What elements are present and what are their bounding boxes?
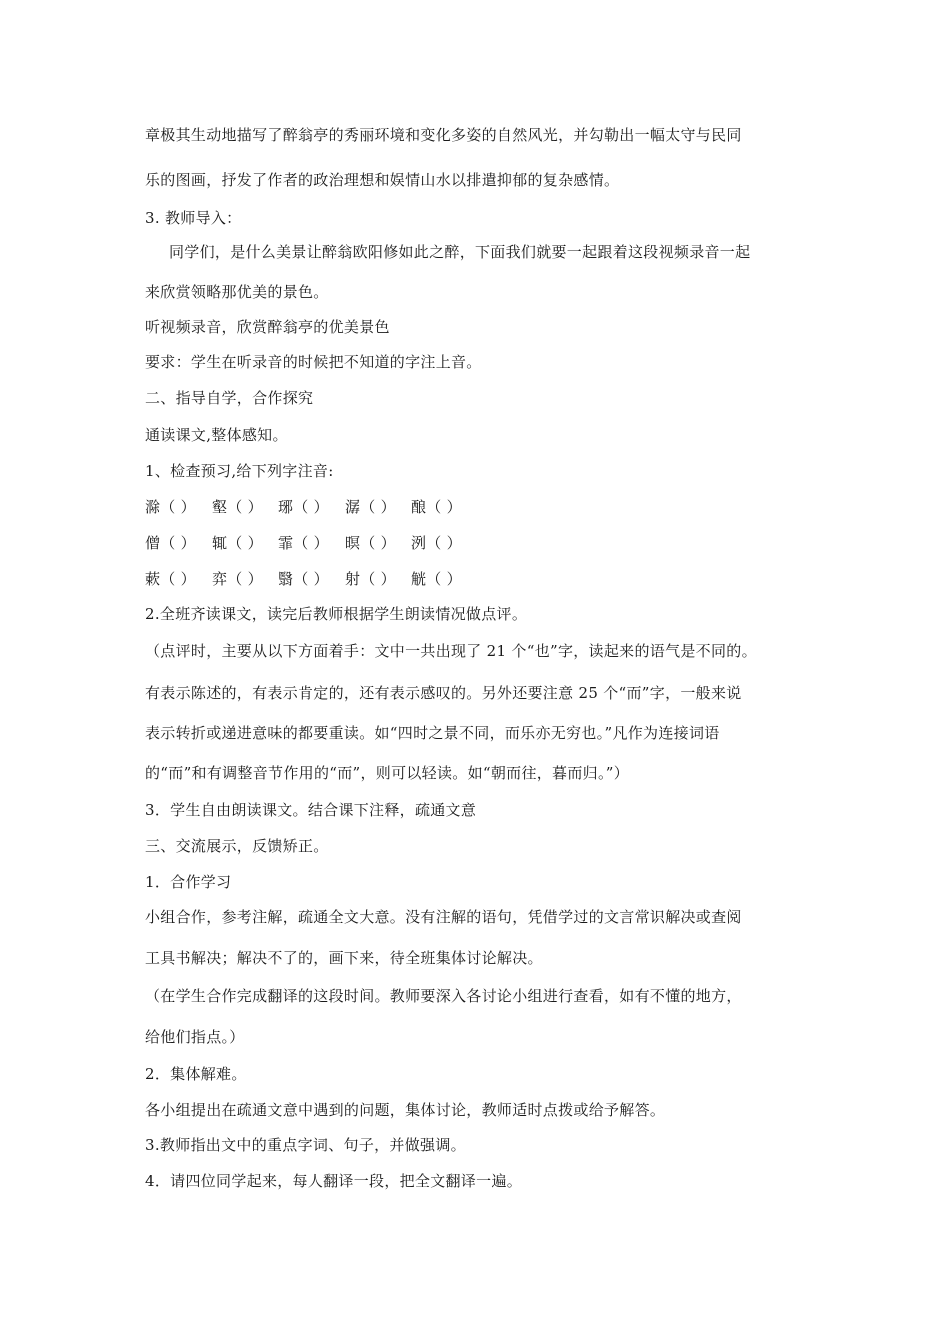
read-through-text: 通读课文,整体感知。: [145, 426, 288, 444]
coop-note-line-2: 给他们指点。）: [145, 1028, 245, 1046]
pinyin-item: 辄（ ）: [212, 534, 263, 552]
key-words-text: 3.教师指出文中的重点字词、句子，并做强调。: [145, 1136, 466, 1154]
listen-requirement: 要求：学生在听录音的时候把不知道的字注上音。: [145, 353, 482, 371]
cooperative-learning-heading: 1．合作学习: [145, 873, 232, 891]
comment-note-line-4: 的“而”和有调整音节作用的“而”，则可以轻读。如“朝而往，暮而归。”）: [145, 764, 630, 782]
pinyin-item: 觥（ ）: [411, 570, 462, 588]
pinyin-item: 弈（ ）: [212, 570, 263, 588]
pinyin-item: 滁（ ）: [145, 498, 196, 516]
coop-note-line-1: （在学生合作完成翻译的这段时间。教师要深入各讨论小组进行查看，如有不懂的地方，: [145, 987, 742, 1005]
pinyin-item: 酿（ ）: [411, 498, 462, 516]
pinyin-item: 壑（ ）: [212, 498, 263, 516]
pinyin-item: 暝（ ）: [345, 534, 396, 552]
pinyin-item: 潺（ ）: [345, 498, 396, 516]
teacher-intro-line-1: 同学们，是什么美景让醉翁欧阳修如此之醉，下面我们就要一起跟着这段视频录音一起: [169, 243, 751, 261]
pinyin-item: 僧（ ）: [145, 534, 196, 552]
collective-solve-text: 各小组提出在疏通文意中遇到的问题，集体讨论，教师适时点拨或给予解答。: [145, 1101, 666, 1119]
pinyin-item: 琊（ ）: [278, 498, 329, 516]
pinyin-item: 射（ ）: [345, 570, 396, 588]
free-reading-text: 3．学生自由朗读课文。结合课下注释，疏通文意: [145, 801, 477, 819]
listen-activity: 听视频录音，欣赏醉翁亭的优美景色: [145, 318, 390, 336]
pinyin-row-1: [145, 497, 545, 517]
section-heading-teacher-intro: 3. 教师导入：: [145, 209, 242, 227]
teacher-intro-line-2: 来欣赏领略那优美的景色。: [145, 283, 329, 301]
pinyin-item: 洌（ ）: [411, 534, 462, 552]
translation-text: 4．请四位同学起来，每人翻译一段，把全文翻译一遍。: [145, 1172, 523, 1190]
coop-text-line-1: 小组合作，参考注解，疏通全文大意。没有注解的语句，凭借学过的文言常识解决或查阅: [145, 908, 742, 926]
pinyin-item: 蔌（ ）: [145, 570, 196, 588]
collective-solve-heading: 2．集体解难。: [145, 1065, 247, 1083]
pinyin-item: 霏（ ）: [278, 534, 329, 552]
coop-text-line-2: 工具书解决；解决不了的，画下来，待全班集体讨论解决。: [145, 949, 543, 967]
comment-note-line-3: 表示转折或递进意味的都要重读。如“四时之景不同，而乐亦无穷也。”凡作为连接词语: [145, 724, 720, 742]
pinyin-row-2: [145, 533, 545, 553]
class-reading-text: 2.全班齐读课文，读完后教师根据学生朗读情况做点评。: [145, 605, 528, 623]
section-heading-3: 三、交流展示，反馈矫正。: [145, 837, 329, 855]
pinyin-item: 翳（ ）: [278, 570, 329, 588]
pinyin-row-3: [145, 569, 545, 589]
comment-note-line-1: （点评时，主要从以下方面着手：文中一共出现了 21 个“也”字，读起来的语气是不同的。: [145, 642, 757, 660]
section-heading-2: 二、指导自学，合作探究: [145, 389, 314, 407]
comment-note-line-2: 有表示陈述的，有表示肯定的，还有表示感叹的。另外还要注意 25 个“而”字，一般来说: [145, 684, 742, 702]
intro-text-line-2: 乐的图画，抒发了作者的政治理想和娱情山水以排遣抑郁的复杂感情。: [145, 171, 620, 189]
intro-text-line-1: 章极其生动地描写了醉翁亭的秀丽环境和变化多姿的自然风光，并勾勒出一幅太守与民同: [145, 126, 742, 144]
preview-check-heading: 1、检查预习,给下列字注音:: [145, 462, 334, 480]
